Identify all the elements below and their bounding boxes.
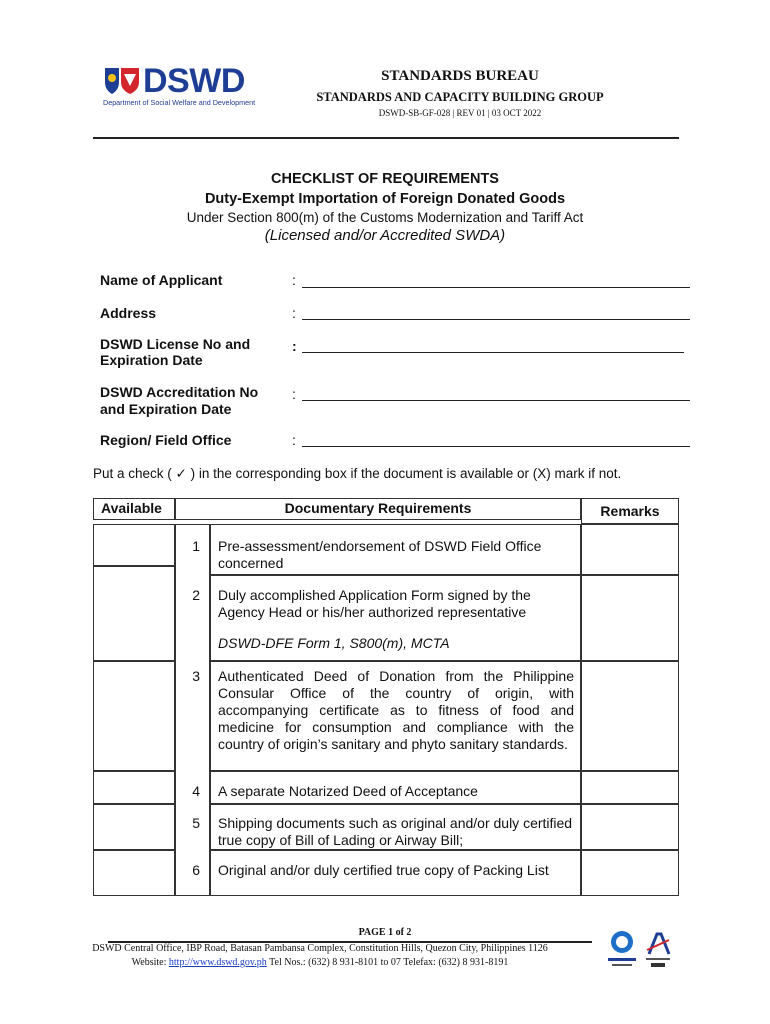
address-field[interactable] [302,319,690,320]
website-link[interactable]: http://www.dswd.gov.ph [168,957,267,968]
footer-address: DSWD Central Office, IBP Road, Batasan Pambansa Complex, Constitution Hills, Quezon City, Philippines 1126 [92,943,548,954]
available-checkbox[interactable] [93,566,175,661]
remarks-cell[interactable] [581,524,679,575]
requirement-form-reference: DSWD-DFE Form 1, S800(m), MCTA [218,635,450,651]
instruction-text: Put a check ( ✓ ) in the corresponding box if the document is available or (X) mark if not. [93,466,622,481]
field-label-address: Address [100,305,157,321]
field-label-accreditation-2: and Expiration Date [100,401,232,417]
footer-contacts [0,957,705,968]
iso-certification-icon [606,928,638,970]
document-title: CHECKLIST OF REQUIREMENTS [271,171,499,187]
field-colon: : [292,338,297,354]
applicant-name-field[interactable] [302,287,690,288]
field-label-region: Region/ Field Office [100,432,232,448]
available-checkbox[interactable] [93,524,175,566]
remarks-cell[interactable] [581,771,679,804]
group-name: STANDARDS AND CAPACITY BUILDING GROUP [316,90,604,104]
logo-wordmark: DSWD [143,62,245,100]
dswd-logo [103,62,263,110]
number-column [175,524,210,896]
form-code: DSWD-SB-GF-028 | REV 01 | 03 OCT 2022 [378,108,542,118]
requirement-text: Pre-assessment/endorsement of DSWD Field Office concerned [218,538,542,571]
bureau-name: STANDARDS BUREAU [381,68,539,84]
available-checkbox[interactable] [93,771,175,804]
requirement-text: A separate Notarized Deed of Acceptance [218,783,478,799]
region-field[interactable] [302,446,690,447]
available-checkbox[interactable] [93,661,175,771]
remarks-cell[interactable] [581,850,679,896]
requirement-text: Duly accomplished Application Form signed by the Agency Head or his/her authorized representative [218,587,531,620]
column-header-remarks: Remarks [581,498,679,524]
row-number: 3 [192,668,200,684]
column-header-available: Available [93,498,175,520]
license-field[interactable] [302,352,684,353]
field-colon: : [292,305,296,321]
row-number: 5 [192,815,200,831]
logo-subtext: Department of Social Welfare and Development [103,98,256,107]
field-label-name: Name of Applicant [100,272,223,288]
dswd-emblem-icon [103,66,141,96]
available-checkbox[interactable] [93,804,175,850]
contact-numbers: Tel Nos.: (632) 8 931-8101 to 07 Telefax: (632) 8 931-8191 [269,957,509,968]
header-divider [93,137,679,139]
field-label-accreditation: DSWD Accreditation No [100,384,259,400]
field-label-license-2: Expiration Date [100,352,203,368]
document-applicability: (Licensed and/or Accredited SWDA) [264,227,506,244]
requirements-table [93,498,679,896]
requirement-text: Shipping documents such as original and/or duly certified true copy of Bill of Lading or Airway Bill; [218,815,573,848]
row-number: 2 [192,587,200,603]
remarks-cell[interactable] [581,804,679,850]
row-number: 1 [192,538,200,554]
row-number: 6 [192,862,200,878]
field-colon: : [292,272,296,288]
accreditation-badge-icon [643,928,673,970]
row-number: 4 [192,783,200,799]
document-subtitle: Duty-Exempt Importation of Foreign Donated Goods [204,191,566,207]
available-checkbox[interactable] [93,850,175,896]
remarks-cell[interactable] [581,661,679,771]
page-number: PAGE 1 of 2 [358,927,412,938]
document-legal-basis: Under Section 800(m) of the Customs Modernization and Tariff Act [186,210,584,225]
field-colon: : [292,432,296,448]
requirement-text: Authenticated Deed of Donation from the Philippine Consular Office of the country of origin, with accompanying certificate as to fitness of food and medicine for consumption and compliance with the country of origin’s sanitary and phyto sanitary standards. [218,668,574,752]
field-label-license: DSWD License No and [100,336,251,352]
field-colon: : [292,386,296,402]
remarks-cell[interactable] [581,575,679,661]
accreditation-field[interactable] [302,400,690,401]
website-label: Website: [131,957,167,968]
requirement-text: Original and/or duly certified true copy of Packing List [218,862,549,878]
column-header-requirements: Documentary Requirements [175,498,581,520]
